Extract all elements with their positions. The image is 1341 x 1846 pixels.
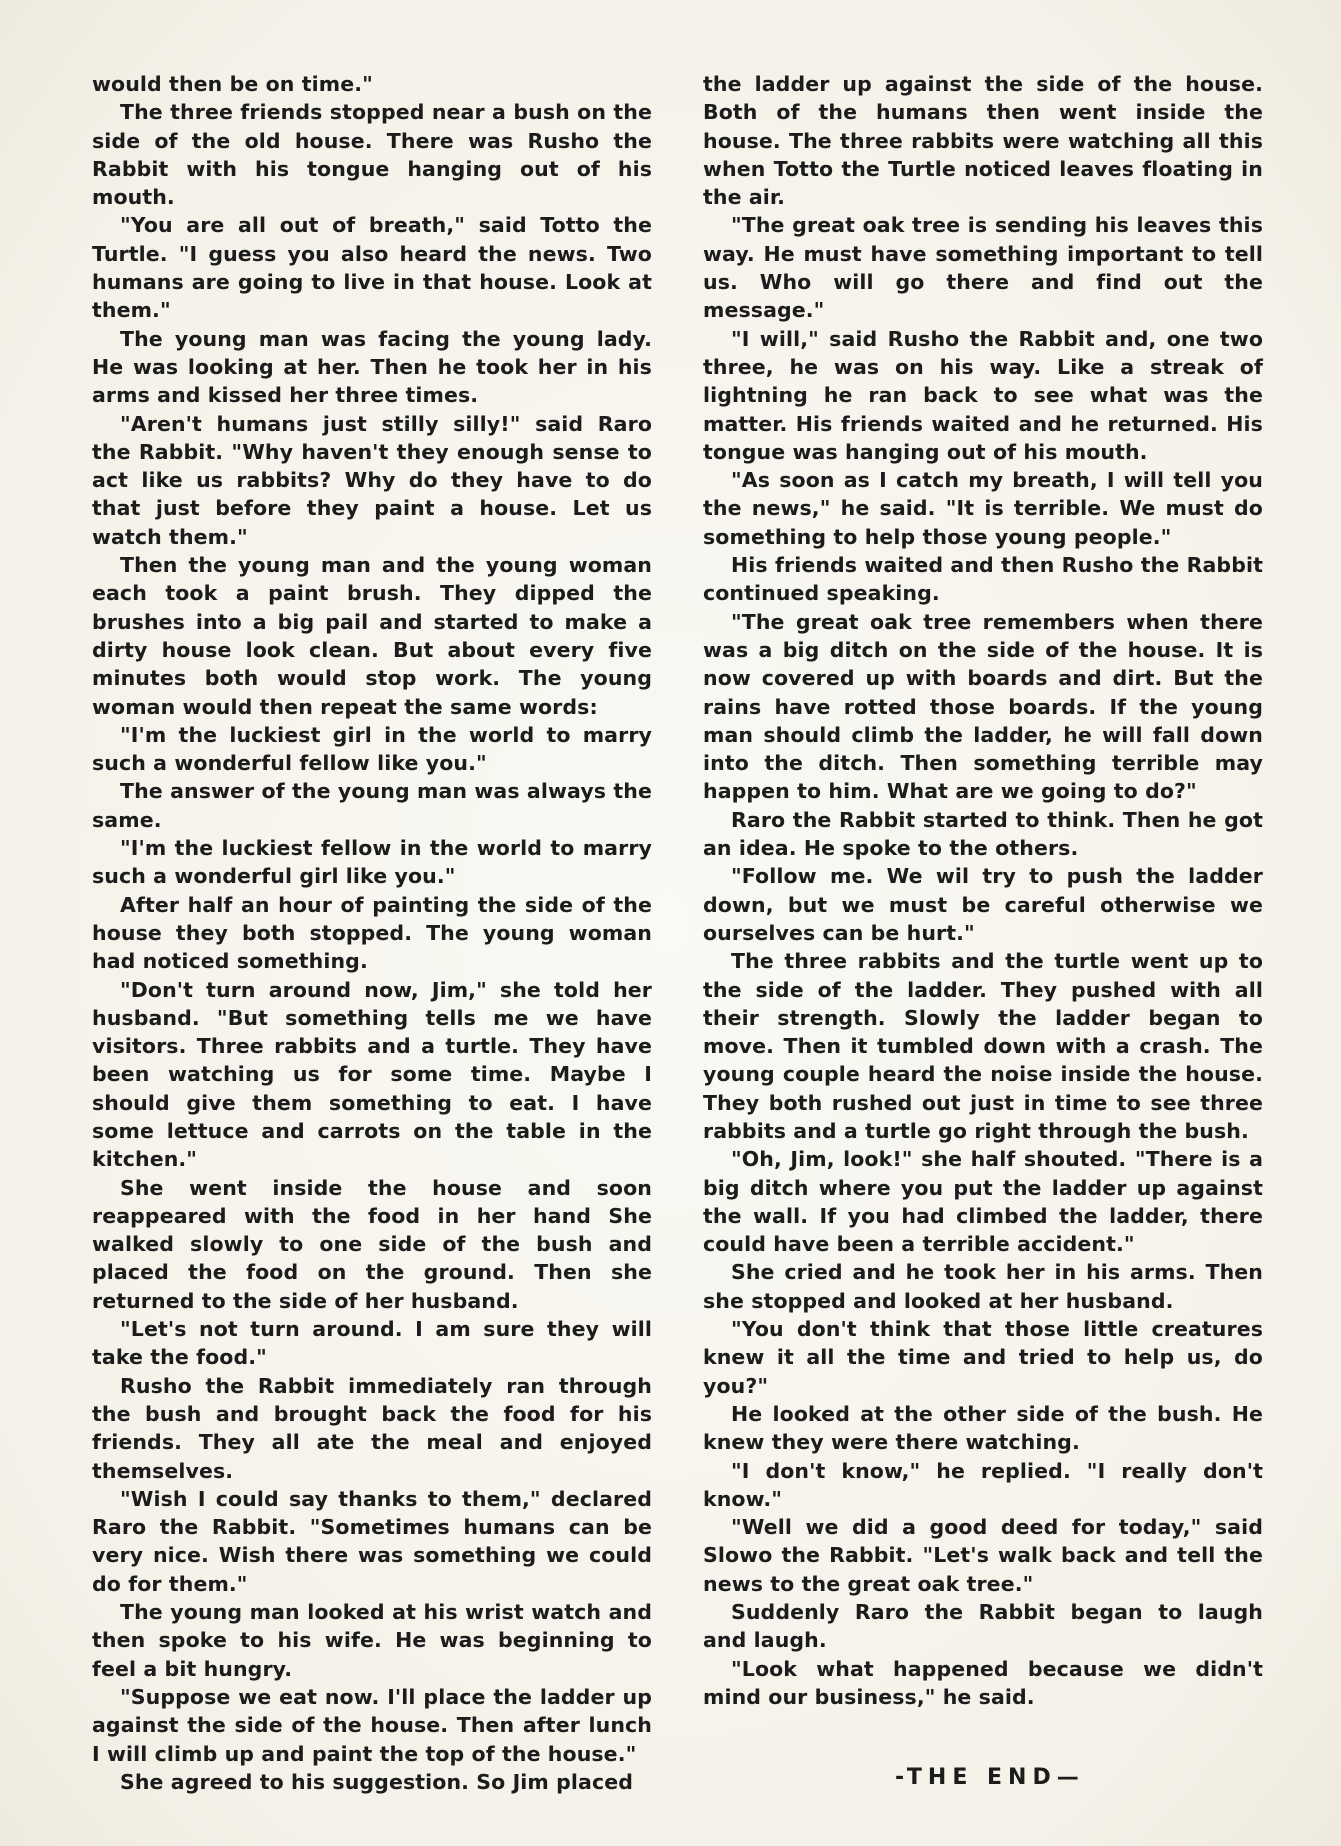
paragraph: Rusho the Rabbit immediately ran through the bush and brought back the food for his friends. They all ate the meal and enjoyed themselves. — [92, 1373, 652, 1483]
paragraph: "The great oak tree is sending his leaves this way. He must have something important to tell us. Who will go there and find out the message." — [703, 213, 1263, 323]
paragraph: "Look what happened because we didn't mind our business," he said. — [703, 1656, 1263, 1709]
paragraph: The three rabbits and the turtle went up to the side of the ladder. They pushed with all their strength. Slowly the ladder began to move. Then it tumbled down with a crash. The young couple heard the noise inside the house. They both rushed out just in time to see three rabbits and a turtle go right through the bush. — [703, 949, 1263, 1143]
paragraph: "I'm the luckiest girl in the world to marry such a wonderful fellow like you." — [92, 722, 652, 776]
paragraph: The three friends stopped near a bush on the side of the old house. There was Rusho the Rabbit with his tongue hanging out of his mouth. — [92, 100, 652, 210]
paragraph: She agreed to his suggestion. So Jim placed — [120, 1769, 633, 1794]
paragraph: "You don't think that those little creatures knew it all the time and tried to help us, do you?" — [703, 1317, 1263, 1398]
paragraph: "Don't turn around now, Jim," she told her husband. "But something tells me we have visitors. Three rabbits and a turtle. They have been watching us for some time. Maybe I should give them something to eat. I have some lettuce and carrots on the table in the kitchen." — [92, 977, 652, 1172]
the-end-label: -THE END— — [895, 1765, 1085, 1790]
paragraph: the ladder up against the side of the house. Both of the humans then went inside the house. The three rabbits were watching all this when Totto the Turtle noticed leaves floating in the air. — [703, 72, 1263, 210]
paragraph: "Aren't humans just stilly silly!" said Raro the Rabbit. "Why haven't they enough sense to act like us rabbits? Why do they have to do that just before they paint a house. Let us watch them." — [92, 411, 652, 549]
right-text-column — [703, 70, 1263, 1711]
paragraph: "Oh, Jim, look!" she half shouted. "There is a big ditch where you put the ladder up against the wall. If you had climbed the ladder, there could have been a terrible accident." — [703, 1147, 1263, 1257]
paragraph: "Well we did a good deed for today," said Slowo the Rabbit. "Let's walk back and tell the news to the great oak tree." — [703, 1515, 1263, 1596]
paragraph: "Let's not turn around. I am sure they will take the food." — [92, 1317, 652, 1370]
paragraph: "I will," said Rusho the Rabbit and, one two three, he was on his way. Like a streak of lightning he ran back to see what was the matter. His friends waited and he returned. His tongue was hanging out of his mouth. — [703, 326, 1263, 464]
paragraph: The young man looked at his wrist watch and then spoke to his wife. He was beginning to feel a bit hungry. — [92, 1600, 652, 1681]
paragraph: She cried and he took her in his arms. Then she stopped and looked at her husband. — [703, 1260, 1263, 1313]
paragraph: "You are all out of breath," said Totto the Turtle. "I guess you also heard the news. Two humans are going to live in that house. Look at them." — [92, 213, 652, 323]
paragraph: His friends waited and then Rusho the Rabbit continued speaking. — [703, 553, 1263, 606]
paragraph: After half an hour of painting the side of the house they both stopped. The young woman had noticed something. — [92, 892, 652, 974]
paragraph: He looked at the other side of the bush. He knew they were there watching. — [703, 1401, 1263, 1455]
paragraph: Then the young man and the young woman each took a paint brush. They dipped the brushes into a big pail and started to make a dirty house look clean. But about every five minutes both would stop work. The young woman would then repeat the same words: — [92, 553, 652, 719]
paragraph: "I don't know," he replied. "I really don't know." — [703, 1458, 1263, 1511]
paragraph: The answer of the young man was always the same. — [92, 779, 652, 832]
paragraph: She went inside the house and soon reappeared with the food in her hand She walked slowly to one side of the bush and placed the food on the ground. Then she returned to the side of her husband. — [92, 1175, 652, 1313]
left-text-column — [92, 70, 652, 1796]
paragraph: Suddenly Raro the Rabbit began to laugh and laugh. — [703, 1600, 1263, 1653]
paragraph: "The great oak tree remembers when there was a big ditch on the side of the house. It is now covered up with boards and dirt. But the rains have rotted those boards. If the young man should climb the ladder, he will fall down into the ditch. Then something terrible may happen to him. What are we going to do?" — [703, 609, 1263, 804]
paragraph: "Suppose we eat now. I'll place the ladder up against the side of the house. Then after lunch I will climb up and paint the top of the house." — [92, 1684, 652, 1766]
paragraph: "As soon as I catch my breath, I will tell you the news," he said. "It is terrible. We must do something to help those young people." — [703, 468, 1263, 549]
paragraph: "Wish I could say thanks to them," declared Raro the Rabbit. "Sometimes humans can be very nice. Wish there was something we could do for them." — [92, 1486, 652, 1596]
paragraph: The young man was facing the young lady. He was looking at her. Then he took her in his arms and kissed her three times. — [92, 326, 652, 408]
paragraph: "Follow me. We wil try to push the ladder down, but we must be careful otherwise we ourselves can be hurt." — [703, 864, 1263, 945]
paragraph: "I'm the luckiest fellow in the world to marry such a wonderful girl like you." — [92, 836, 652, 889]
paragraph: Raro the Rabbit started to think. Then he got an idea. He spoke to the others. — [703, 807, 1263, 861]
paragraph: would then be on time." — [92, 72, 373, 96]
